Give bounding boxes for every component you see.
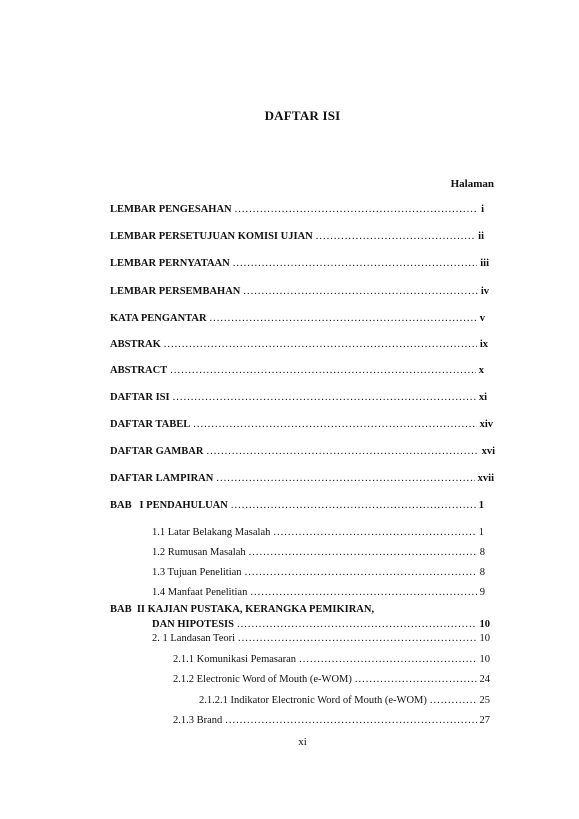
- toc-subentry-2-1[interactable]: 2. 1 Landasan Teori ..... 10: [152, 633, 490, 644]
- page-number-footer: xi: [298, 736, 307, 748]
- toc-subentry-1-2[interactable]: 1.2 Rumusan Masalah ..... 8: [152, 547, 485, 558]
- toc-entry-daftar-gambar[interactable]: DAFTAR GAMBAR ..... xvi: [110, 446, 495, 457]
- toc-entry-bab-2-line2[interactable]: DAN HIPOTESIS ..... 10: [152, 619, 490, 630]
- toc-entry-daftar-lampiran[interactable]: DAFTAR LAMPIRAN ..... xvii: [110, 473, 494, 484]
- toc-entry-kata-pengantar[interactable]: KATA PENGANTAR ..... v: [110, 313, 485, 324]
- toc-entry-lembar-persetujuan[interactable]: LEMBAR PERSETUJUAN KOMISI UJIAN ..... ii: [110, 231, 484, 242]
- toc-entry-bab-2-line1[interactable]: BAB II KAJIAN PUSTAKA, KERANGKA PEMIKIRAN,: [110, 604, 375, 615]
- toc-subentry-1-3[interactable]: 1.3 Tujuan Penelitian ..... 8: [152, 567, 485, 578]
- toc-entry-daftar-tabel[interactable]: DAFTAR TABEL ..... xiv: [110, 419, 493, 430]
- page-title: DAFTAR ISI: [264, 108, 341, 123]
- toc-entry-abstract[interactable]: ABSTRACT ..... x: [110, 365, 484, 376]
- toc-subentry-1-4[interactable]: 1.4 Manfaat Penelitian ..... 9: [152, 587, 485, 598]
- toc-entry-daftar-isi[interactable]: DAFTAR ISI ..... xi: [110, 392, 487, 403]
- toc-entry-lembar-pernyataan[interactable]: LEMBAR PERNYATAAN ..... iii: [110, 258, 489, 269]
- toc-subentry-2-1-2[interactable]: 2.1.2 Electronic Word of Mouth (e-WOM) ..... 24: [173, 674, 490, 685]
- toc-entry-abstrak[interactable]: ABSTRAK ..... ix: [110, 339, 488, 350]
- toc-subentry-2-1-2-1[interactable]: 2.1.2.1 Indikator Electronic Word of Mouth (e-WOM) ..... 25: [199, 695, 490, 706]
- toc-subentry-2-1-3[interactable]: 2.1.3 Brand ..... 27: [173, 715, 490, 726]
- page-column-header: Halaman: [450, 178, 494, 190]
- toc-subentry-2-1-1[interactable]: 2.1.1 Komunikasi Pemasaran ..... 10: [173, 654, 490, 665]
- toc-entry-lembar-persembahan[interactable]: LEMBAR PERSEMBAHAN ..... iv: [110, 286, 489, 297]
- toc-subentry-1-1[interactable]: 1.1 Latar Belakang Masalah ..... 1: [152, 527, 484, 538]
- toc-entry-bab-1[interactable]: BAB I PENDAHULUAN ..... 1: [110, 500, 484, 511]
- toc-entry-lembar-pengesahan[interactable]: LEMBAR PENGESAHAN ..... i: [110, 204, 484, 215]
